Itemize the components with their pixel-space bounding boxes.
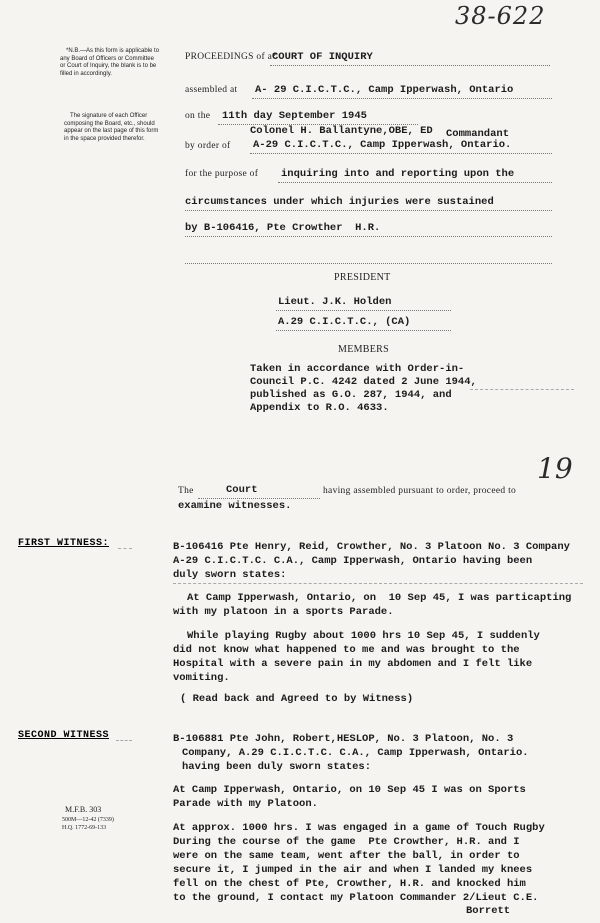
by-order-dotted-line bbox=[250, 153, 552, 154]
first-witness-para1-line1: At Camp Ipperwash, Ontario, on 10 Sep 45, I was particapting bbox=[187, 592, 572, 604]
purpose-line-3: by B-106416, Pte Crowther H.R. bbox=[185, 222, 381, 234]
the-label: The bbox=[178, 486, 194, 496]
on-the-label: on the bbox=[185, 111, 211, 121]
purpose-dotted-line-4 bbox=[185, 263, 552, 264]
second-witness-para2-line3: were on the same team, went after the ball, in order to bbox=[173, 850, 520, 862]
proceedings-dotted-line bbox=[270, 65, 550, 66]
examine-witnesses-text: examine witnesses. bbox=[178, 500, 292, 512]
second-witness-para2-line1: At approx. 1000 hrs. I was engaged in a game of Touch Rugby bbox=[173, 822, 545, 834]
form-number: M.F.B. 303 bbox=[65, 805, 102, 814]
by-order-title: Commandant bbox=[446, 128, 510, 140]
president-unit: A.29 C.I.C.T.C., (CA) bbox=[278, 316, 411, 328]
first-witness-label: FIRST WITNESS: bbox=[18, 538, 110, 549]
first-witness-intro-2: A-29 C.I.C.T.C. C.A., Camp Ipperwash, Ontario having been bbox=[173, 555, 533, 567]
first-witness-readback: ( Read back and Agreed to by Witness) bbox=[180, 693, 414, 705]
second-witness-para2-line5: fell on the chest of Pte, Crowther, H.R. and knocked him bbox=[173, 878, 526, 890]
second-witness-para2-line7: Borrett bbox=[466, 905, 511, 917]
court-value: Court bbox=[226, 484, 258, 496]
on-the-value: 11th day September 1945 bbox=[222, 110, 367, 122]
print-line-1: 500M—12-42 (7339) bbox=[62, 817, 114, 823]
purpose-line-1: inquiring into and reporting upon the bbox=[281, 168, 515, 180]
handwritten-page-number: 19 bbox=[537, 452, 573, 485]
second-witness-para2-line4: secure it, I jumped in the air and when I landed my knees bbox=[173, 864, 533, 876]
second-witness-intro-2: Company, A.29 C.I.C.T.C. C.A., Camp Ipperwash, Ontario. bbox=[182, 747, 529, 759]
first-witness-para1-line2: with my platoon in a sports Parade. bbox=[173, 606, 394, 618]
purpose-dotted-line-3 bbox=[185, 236, 552, 237]
assembled-pursuant-text: having assembled pursuant to order, proceed to bbox=[323, 486, 517, 496]
first-witness-para2-line3: Hospital with a severe pain in my abdomen and I felt like bbox=[173, 658, 533, 670]
first-witness-separator bbox=[118, 548, 132, 549]
second-witness-para2-line2: During the course of the game Pte Crowther, H.R. and I bbox=[173, 836, 520, 848]
by-order-label: by order of bbox=[185, 141, 231, 151]
court-dotted-line bbox=[198, 498, 320, 499]
members-line-1: Taken in accordance with Order-in- bbox=[250, 363, 465, 375]
first-witness-para2-line4: vomiting. bbox=[173, 672, 230, 684]
members-line-2: Council P.C. 4242 dated 2 June 1944, bbox=[250, 376, 477, 388]
proceedings-value: COURT OF INQUIRY bbox=[272, 51, 373, 63]
handwritten-reference-number: 38-622 bbox=[455, 2, 546, 30]
first-witness-intro-1: B-106416 Pte Henry, Reid, Crowther, No. 3 Platoon No. 3 Company bbox=[173, 541, 570, 553]
assembled-dotted-line bbox=[252, 98, 552, 99]
purpose-dotted-line-2 bbox=[185, 210, 552, 211]
purpose-label: for the purpose of bbox=[185, 169, 259, 179]
members-heading: MEMBERS bbox=[338, 344, 390, 355]
second-witness-intro-1: B-106881 Pte John, Robert,HESLOP, No. 3 Platoon, No. 3 bbox=[173, 733, 514, 745]
by-order-name: Colonel H. Ballantyne,OBE, ED bbox=[250, 125, 433, 137]
president-unit-dotted-line bbox=[276, 330, 451, 331]
by-order-value: A-29 C.I.C.T.C., Camp Ipperwash, Ontario. bbox=[253, 139, 512, 151]
members-line-3: published as G.O. 287, 1944, and bbox=[250, 389, 452, 401]
print-line-2: H.Q. 1772-69-133 bbox=[62, 825, 107, 831]
second-witness-separator bbox=[116, 740, 132, 741]
first-witness-intro-underline bbox=[173, 583, 583, 584]
president-name: Lieut. J.K. Holden bbox=[278, 296, 392, 308]
signature-margin-note: The signature of each Officer composing the Board, etc., should appear on the last page of this form in the space provided therefor. bbox=[64, 113, 159, 142]
president-name-dotted-line bbox=[276, 310, 451, 311]
proceedings-label: PROCEEDINGS of a* bbox=[185, 52, 278, 62]
members-line-4: Appendix to R.O. 4633. bbox=[250, 402, 389, 414]
purpose-dotted-line-1 bbox=[278, 182, 552, 183]
purpose-line-2: circumstances under which injuries were sustained bbox=[185, 196, 494, 208]
second-witness-para2-line6: to the ground, I contact my Platoon Commander 2/Lieut C.E. bbox=[173, 892, 539, 904]
nb-margin-note: *N.B.—As this form is applicable to any Board of Officers or Committee or Court of Inquiry, the blank is to be filled in accordingly. bbox=[60, 48, 160, 77]
members-line-2-underline bbox=[470, 389, 574, 390]
second-witness-para1-line2: Parade with my Platoon. bbox=[173, 798, 318, 810]
president-heading: PRESIDENT bbox=[334, 272, 391, 283]
second-witness-intro-3: having been duly sworn states: bbox=[182, 761, 372, 773]
first-witness-intro-3: duly sworn states: bbox=[173, 569, 287, 581]
second-witness-para1-line1: At Camp Ipperwash, Ontario, on 10 Sep 45 I was on Sports bbox=[173, 784, 526, 796]
assembled-label: assembled at bbox=[185, 85, 238, 95]
assembled-value: A- 29 C.I.C.T.C., Camp Ipperwash, Ontario bbox=[255, 84, 514, 96]
first-witness-para2-line1: While playing Rugby about 1000 hrs 10 Sep 45, I suddenly bbox=[187, 630, 540, 642]
second-witness-label: SECOND WITNESS bbox=[18, 730, 110, 741]
first-witness-para2-line2: did not know what happened to me and was brought to the bbox=[173, 644, 520, 656]
